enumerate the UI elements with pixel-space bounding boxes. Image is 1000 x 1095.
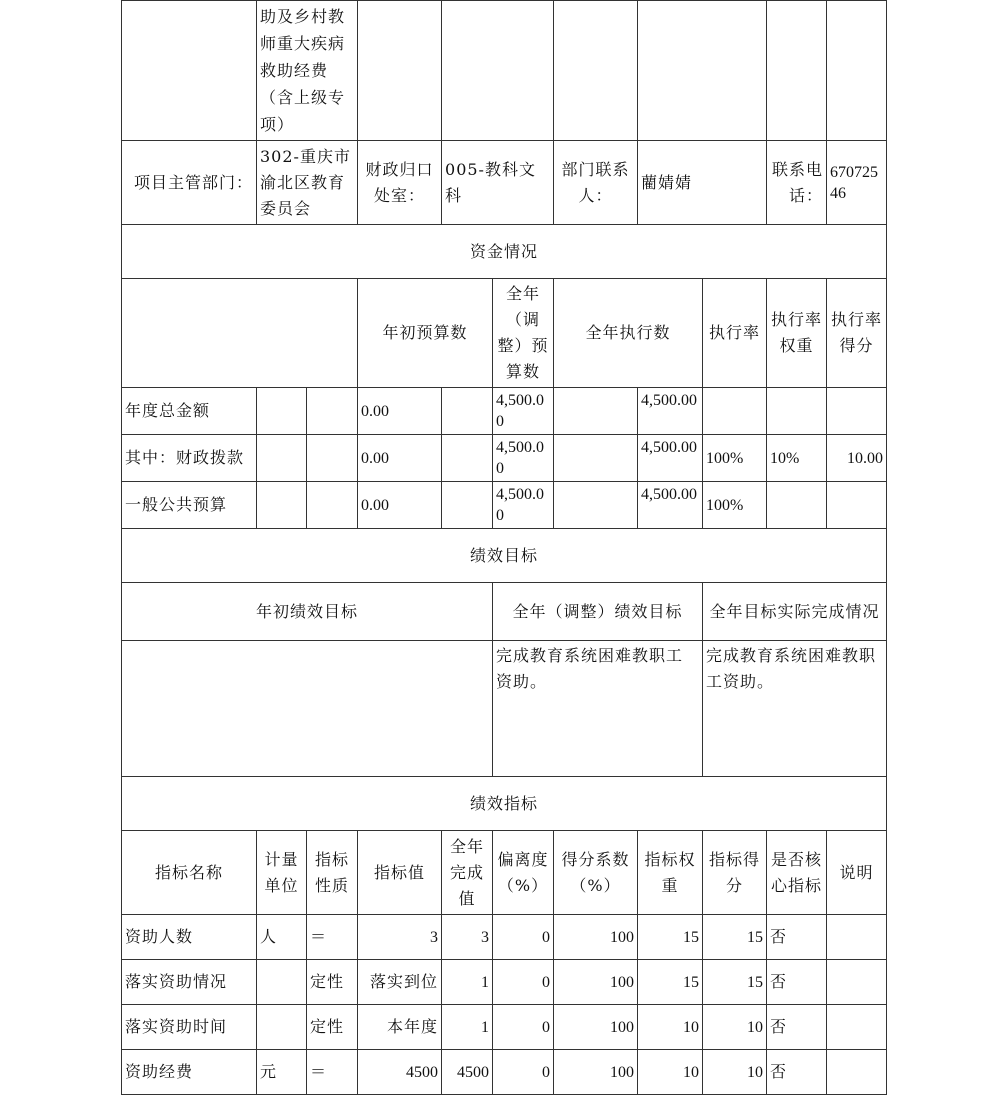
- ind-weight: 15: [638, 960, 703, 1005]
- ind-nature: ＝: [307, 915, 358, 960]
- ind-value: 4500: [358, 1050, 442, 1095]
- funds-row-initial: 0.00: [358, 435, 442, 482]
- goals-section-row: [122, 529, 887, 583]
- ind-core: 否: [767, 915, 827, 960]
- office-label: 财政归口处室：: [358, 141, 442, 225]
- funds-header-initial: 年初预算数: [358, 279, 493, 388]
- ind-deviation: 0: [493, 1005, 554, 1050]
- ind-deviation: 0: [493, 960, 554, 1005]
- ind-weight: 10: [638, 1050, 703, 1095]
- blank-cell: [307, 482, 358, 529]
- funds-row-adjusted: 4,500.00: [493, 482, 554, 529]
- ind-nature: 定性: [307, 960, 358, 1005]
- project-name-row: [122, 1, 887, 141]
- dept-label: 项目主管部门：: [122, 141, 257, 225]
- funds-row-score: [827, 482, 887, 529]
- blank-cell: [554, 435, 638, 482]
- ind-coef: 100: [554, 1005, 638, 1050]
- ind-weight: 15: [638, 915, 703, 960]
- indicator-row: [122, 1005, 887, 1050]
- blank-cell: [257, 388, 307, 435]
- funds-row-score: 10.00: [827, 435, 887, 482]
- indicator-row: [122, 915, 887, 960]
- funds-row: [122, 435, 887, 482]
- blank-cell: [307, 388, 358, 435]
- funds-row-rate: [703, 388, 767, 435]
- ind-header-note: 说明: [827, 831, 887, 915]
- ind-header-nature: 指标性质: [307, 831, 358, 915]
- ind-score: 15: [703, 915, 767, 960]
- blank-cell: [554, 388, 638, 435]
- funds-row-weight: [767, 388, 827, 435]
- ind-value: 3: [358, 915, 442, 960]
- ind-note: [827, 1050, 887, 1095]
- office-value: 005-教科文科: [442, 141, 554, 225]
- ind-value: 本年度: [358, 1005, 442, 1050]
- funds-row-executed: 4,500.00: [638, 482, 703, 529]
- ind-score: 10: [703, 1050, 767, 1095]
- ind-deviation: 0: [493, 1050, 554, 1095]
- goals-header-actual: 全年目标实际完成情况: [703, 583, 887, 641]
- ind-name: 落实资助情况: [122, 960, 257, 1005]
- ind-header-coef: 得分系数（%）: [554, 831, 638, 915]
- funds-header-executed: 全年执行数: [554, 279, 703, 388]
- funds-header-score: 执行率得分: [827, 279, 887, 388]
- ind-unit: 元: [257, 1050, 307, 1095]
- funds-row-initial: 0.00: [358, 482, 442, 529]
- ind-note: [827, 960, 887, 1005]
- contact-value: 藺婧婧: [638, 141, 767, 225]
- dept-value: 302-重庆市渝北区教育委员会: [257, 141, 358, 225]
- contact-label: 部门联系人：: [554, 141, 638, 225]
- ind-header-value: 指标值: [358, 831, 442, 915]
- ind-weight: 10: [638, 1005, 703, 1050]
- funds-header-weight: 执行率权重: [767, 279, 827, 388]
- funds-row-rate: 100%: [703, 482, 767, 529]
- funds-header-row: [122, 279, 887, 388]
- ind-note: [827, 915, 887, 960]
- blank-cell: [827, 1, 887, 141]
- indicators-header-row: [122, 831, 887, 915]
- ind-header-name: 指标名称: [122, 831, 257, 915]
- funds-row-adjusted: 4,500.00: [493, 388, 554, 435]
- ind-core: 否: [767, 1050, 827, 1095]
- funds-row-label: 一般公共预算: [122, 482, 257, 529]
- ind-header-core: 是否核心指标: [767, 831, 827, 915]
- ind-name: 落实资助时间: [122, 1005, 257, 1050]
- blank-cell: [442, 435, 493, 482]
- ind-nature: 定性: [307, 1005, 358, 1050]
- ind-name: 资助经费: [122, 1050, 257, 1095]
- funds-row-executed: 4,500.00: [638, 435, 703, 482]
- blank-cell: [442, 388, 493, 435]
- ind-header-deviation: 偏离度（%）: [493, 831, 554, 915]
- blank-cell: [122, 279, 358, 388]
- funds-header-rate: 执行率: [703, 279, 767, 388]
- ind-header-unit: 计量单位: [257, 831, 307, 915]
- blank-cell: [122, 1, 257, 141]
- ind-unit: [257, 960, 307, 1005]
- goals-initial-text: [122, 641, 493, 777]
- funds-row-label: 其中：财政拨款: [122, 435, 257, 482]
- blank-cell: [638, 1, 767, 141]
- funds-row: [122, 388, 887, 435]
- blank-cell: [442, 1, 554, 141]
- indicator-row: [122, 1050, 887, 1095]
- ind-coef: 100: [554, 960, 638, 1005]
- funds-row-executed: 4,500.00: [638, 388, 703, 435]
- blank-cell: [358, 1, 442, 141]
- department-row: [122, 141, 887, 225]
- blank-cell: [257, 482, 307, 529]
- ind-header-score: 指标得分: [703, 831, 767, 915]
- ind-done: 4500: [442, 1050, 493, 1095]
- funds-section-row: [122, 225, 887, 279]
- ind-name: 资助人数: [122, 915, 257, 960]
- indicator-row: [122, 960, 887, 1005]
- ind-deviation: 0: [493, 915, 554, 960]
- funds-row-initial: 0.00: [358, 388, 442, 435]
- goals-header-initial: 年初绩效目标: [122, 583, 493, 641]
- indicators-section-row: [122, 777, 887, 831]
- goals-header-row: [122, 583, 887, 641]
- funds-row-label: 年度总金额: [122, 388, 257, 435]
- ind-nature: ＝: [307, 1050, 358, 1095]
- funds-section-title: 资金情况: [122, 225, 887, 279]
- blank-cell: [554, 1, 638, 141]
- ind-coef: 100: [554, 1050, 638, 1095]
- blank-cell: [257, 435, 307, 482]
- funds-row-rate: 100%: [703, 435, 767, 482]
- ind-unit: 人: [257, 915, 307, 960]
- project-name: 助及乡村教师重大疾病救助经费（含上级专项）: [257, 1, 358, 141]
- funds-row-score: [827, 388, 887, 435]
- funds-row: [122, 482, 887, 529]
- funds-row-weight: [767, 482, 827, 529]
- funds-row-weight: 10%: [767, 435, 827, 482]
- ind-done: 1: [442, 1005, 493, 1050]
- ind-note: [827, 1005, 887, 1050]
- phone-label: 联系电话：: [767, 141, 827, 225]
- funds-row-adjusted: 4,500.00: [493, 435, 554, 482]
- phone-value: 67072546: [827, 141, 887, 225]
- performance-table: [121, 0, 887, 1095]
- ind-score: 15: [703, 960, 767, 1005]
- ind-done: 1: [442, 960, 493, 1005]
- goals-content-row: [122, 641, 887, 777]
- ind-header-done: 全年完成值: [442, 831, 493, 915]
- goals-section-title: 绩效目标: [122, 529, 887, 583]
- blank-cell: [767, 1, 827, 141]
- ind-core: 否: [767, 1005, 827, 1050]
- ind-header-weight: 指标权重: [638, 831, 703, 915]
- goals-actual-text: 完成教育系统困难教职工资助。: [703, 641, 887, 777]
- blank-cell: [554, 482, 638, 529]
- ind-core: 否: [767, 960, 827, 1005]
- ind-value: 落实到位: [358, 960, 442, 1005]
- funds-header-adjusted: 全年（调整）预算数: [493, 279, 554, 388]
- blank-cell: [307, 435, 358, 482]
- indicators-section-title: 绩效指标: [122, 777, 887, 831]
- blank-cell: [442, 482, 493, 529]
- ind-done: 3: [442, 915, 493, 960]
- ind-unit: [257, 1005, 307, 1050]
- ind-coef: 100: [554, 915, 638, 960]
- goals-adjusted-text: 完成教育系统困难教职工资助。: [493, 641, 703, 777]
- ind-score: 10: [703, 1005, 767, 1050]
- goals-header-adjusted: 全年（调整）绩效目标: [493, 583, 703, 641]
